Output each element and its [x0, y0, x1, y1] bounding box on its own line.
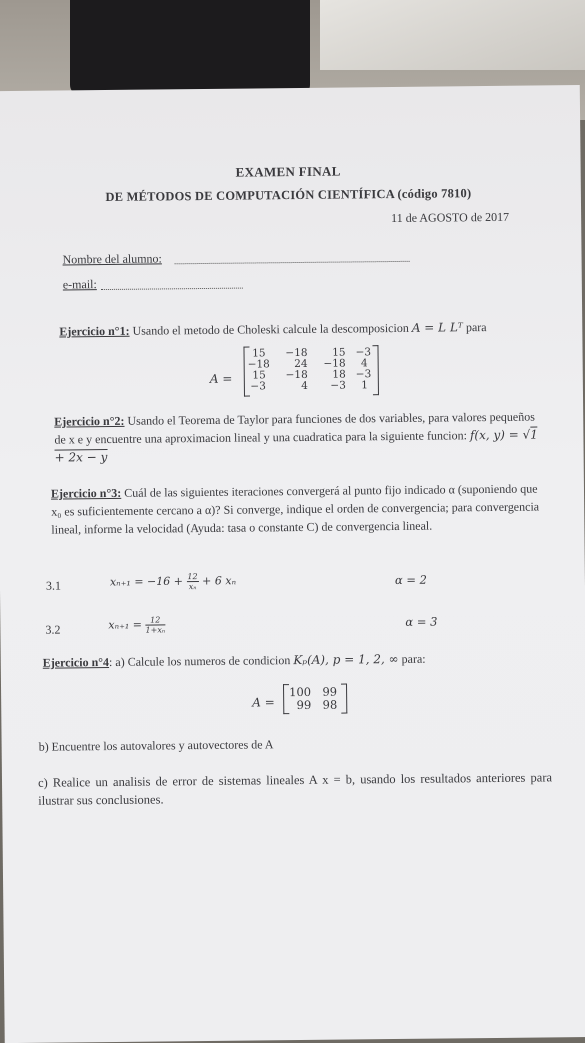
ex2-text: Usando el Teorema de Taylor para funciones de dos variables, para valores pequeños de x e y encuentre una aproximacion lineal y una cuadratica para la siguiente funcion:	[54, 409, 535, 447]
exam-date: 11 de AGOSTO de 2017	[391, 209, 510, 226]
ex4-matrix-cell: 99	[296, 697, 312, 713]
name-field[interactable]	[175, 261, 410, 264]
ex2-label: Ejercicio n°2:	[54, 413, 125, 429]
ex3-item-1-number: 3.1	[45, 578, 62, 593]
ex2-statement: Ejercicio n°2: Usando el Teorema de Taylor para funciones de dos variables, para valores pequeños de x e y encuentre una aproximacion lineal y una cuadratica para la siguiente funcion: f(x, y) = √1 + 2x − y	[54, 409, 538, 465]
ex3-item-2-alpha: α = 3	[405, 614, 438, 629]
ex3-item-2-formula: xₙ₊₁ = $\frac{12}{\text{1+xₙ}}$	[108, 615, 166, 635]
name-label: Nombre del alumno:	[62, 251, 162, 267]
ex1-matrix-cell: −18	[323, 357, 346, 370]
ex4-tail-a: para:	[401, 651, 426, 666]
ex4-matrix-cell: 98	[322, 697, 338, 712]
ex1-matrix-cell: 15	[252, 347, 266, 360]
ex1-matrix-cell: 24	[294, 357, 308, 371]
ex1-label: Ejercicio n°1:	[59, 323, 130, 339]
ex3-label: Ejercicio n°3:	[50, 485, 122, 501]
ex1-matrix	[247, 347, 377, 392]
ex1-matrix-cell: −3	[250, 380, 266, 393]
ex1-matrix-cell: 15	[252, 369, 266, 382]
ex1-tail: para	[465, 320, 487, 335]
ex3-text: Cuál de las siguientes iteraciones convergerá al punto fijo indicado α (suponiendo que x₀ es suficientemente cercano a α)? Si converge, indique el orden de convergencia; para convergencia lineal, informe la velocidad (Ayuda: tasa o constante C) de convergencia lineal.	[51, 481, 540, 537]
ex4-formula-a: Kₚ(A), p = 1, 2, ∞	[293, 651, 399, 668]
ex1-matrix-cell: −3	[330, 379, 346, 392]
ex3-statement	[51, 479, 546, 538]
exam-subtitle: DE MÉTODOS DE COMPUTACIÓN CIENTÍFICA (código 7810)	[105, 186, 472, 205]
ex1-formula: A = L Lᵀ	[411, 320, 463, 335]
ex1-matrix-cell: 4	[360, 357, 368, 370]
ex1-matrix-cell: 4	[301, 379, 308, 392]
ex2-sqrt-argument: 1 + 2x − y	[54, 427, 538, 465]
ex4-statement	[43, 650, 426, 672]
ex1-matrix-name: A =	[209, 371, 233, 386]
ex4-part-c: c) Realice un analisis de error de sistemas lineales A x = b, usando los resultados anteriores para ilustrar sus conclusiones.	[37, 770, 553, 808]
ex1-matrix-cell: −3	[355, 346, 372, 359]
ex4-label: Ejercicio n°4	[42, 655, 110, 670]
ex2-function: f(x, y) =	[469, 427, 523, 443]
ex1-matrix-cell: 1	[361, 379, 368, 392]
ex4-matrix-cell: 99	[322, 684, 338, 699]
ex1-text: Usando el metodo de Choleski calcule la descomposicion	[132, 320, 409, 338]
ex4-matrix-name: A =	[252, 695, 275, 710]
ex3-item-2-number: 3.2	[45, 622, 61, 637]
exam-title: EXAMEN FINAL	[235, 163, 341, 180]
ex1-matrix-cell: −18	[285, 368, 308, 382]
ex1-matrix-cell: 18	[332, 368, 346, 381]
exam-sheet	[0, 85, 585, 1043]
ex1-matrix-cell: 15	[332, 346, 346, 359]
ex1-matrix-cell: −18	[285, 346, 308, 360]
ex4-matrix-cell: 100	[289, 684, 312, 700]
ex1-statement	[59, 318, 486, 340]
background-object	[70, 0, 310, 95]
background-light	[320, 0, 585, 70]
ex3-item-1-formula: xₙ₊₁ = −16 + $\frac{12}{\text{xₙ}}$ + 6 xₙ	[109, 572, 237, 592]
ex4-matrix	[287, 686, 347, 713]
ex4-text-a: : a) Calcule los numeros de condicion	[108, 653, 291, 670]
ex1-matrix-cell: −3	[355, 368, 372, 381]
email-label: e-mail:	[62, 277, 97, 292]
ex3-item-1-alpha: α = 2	[394, 572, 428, 588]
ex1-matrix-cell: −18	[247, 358, 270, 371]
email-field[interactable]	[101, 288, 243, 290]
ex4-part-b: b) Encuentre los autovalores y autovectores de A	[38, 737, 274, 754]
